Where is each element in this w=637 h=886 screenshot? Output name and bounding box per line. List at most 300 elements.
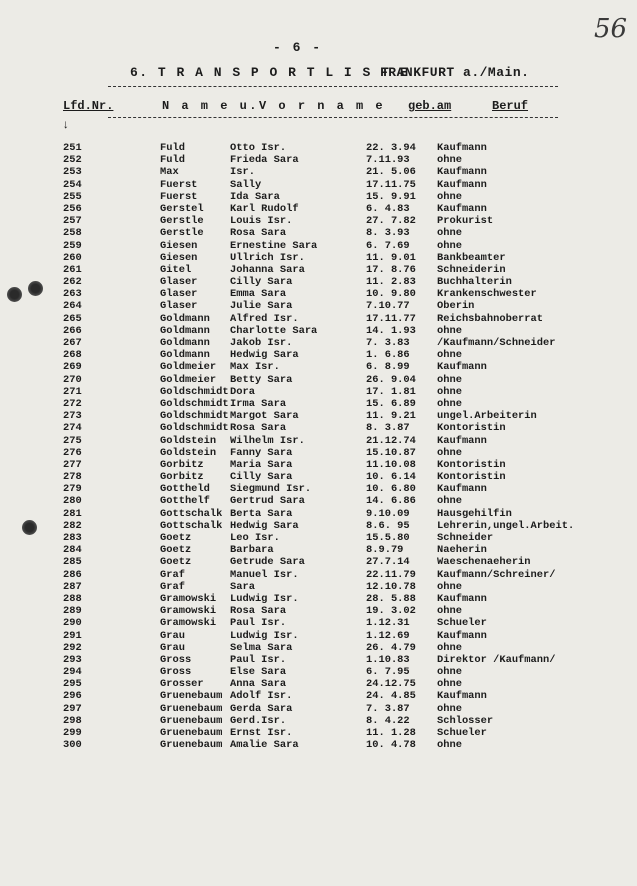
entry-birth-date: 14. 6.86	[366, 495, 416, 508]
entry-number: 286	[63, 568, 82, 581]
entry-birth-date: 6. 7.95	[366, 666, 410, 679]
entry-number: 282	[63, 519, 82, 532]
entry-birth-date: 17.11.77	[366, 312, 416, 325]
title-city: FRANKFURT a./Main.	[380, 65, 530, 80]
entry-given-name: Gertrud Sara	[230, 495, 305, 508]
entry-birth-date: 11. 9.01	[366, 251, 416, 264]
entry-occupation: ohne	[437, 397, 462, 410]
entry-surname: Fuld	[160, 142, 185, 154]
entry-given-name: Cilly Sara	[230, 276, 293, 289]
entry-occupation: Kaufmann	[437, 142, 487, 154]
entry-number: 258	[63, 227, 82, 240]
header-born: geb.am	[408, 99, 452, 113]
entry-birth-date: 7.11.93	[366, 154, 410, 167]
list-item	[0, 459, 637, 471]
entry-given-name: Irma Sara	[230, 397, 287, 410]
list-item	[0, 508, 637, 520]
entry-occupation: Kaufmann	[437, 592, 487, 605]
list-item	[0, 227, 637, 239]
entry-given-name: Max Isr.	[230, 361, 280, 374]
entry-surname: Gorbitz	[160, 471, 204, 484]
list-item	[0, 386, 637, 398]
arrow-down-icon: ↓	[62, 118, 70, 132]
entry-birth-date: 10. 6.80	[366, 483, 416, 496]
entry-given-name: Isr.	[230, 166, 255, 179]
list-item	[0, 276, 637, 288]
list-item	[0, 520, 637, 532]
entry-surname: Gruenebaum	[160, 739, 223, 752]
entry-birth-date: 9.10.09	[366, 507, 410, 520]
entry-number: 291	[63, 629, 82, 642]
entry-surname: Goldmann	[160, 349, 210, 362]
transport-list	[0, 142, 637, 751]
entry-birth-date: 8.6. 95	[366, 519, 410, 532]
entry-given-name: Alfred Isr.	[230, 312, 299, 325]
entry-occupation: ohne	[437, 605, 462, 618]
entry-surname: Gottschalk	[160, 519, 223, 532]
entry-number: 273	[63, 410, 82, 423]
entry-given-name: Hedwig Sara	[230, 349, 299, 362]
entry-birth-date: 26. 4.79	[366, 641, 416, 654]
entry-occupation: Reichsbahnoberrat	[437, 312, 544, 325]
entry-given-name: Jakob Isr.	[230, 337, 293, 349]
entry-number: 268	[63, 349, 82, 362]
entry-birth-date: 1.12.31	[366, 617, 410, 630]
entry-occupation: Naeherin	[437, 544, 487, 557]
entry-number: 261	[63, 263, 82, 276]
entry-surname: Goldmann	[160, 324, 210, 337]
title-text: 6. T R A N S P O R T L I S T E	[130, 65, 410, 80]
entry-surname: Goldstein	[160, 434, 217, 447]
entry-number: 289	[63, 605, 82, 618]
list-item	[0, 690, 637, 702]
entry-surname: Glaser	[160, 300, 198, 313]
entry-number: 290	[63, 617, 82, 630]
divider	[108, 117, 558, 118]
entry-occupation: Lehrerin,ungel.Arbeit.	[437, 519, 575, 532]
entry-surname: Fuerst	[160, 178, 198, 191]
list-item	[0, 495, 637, 507]
entry-birth-date: 17. 1.81	[366, 385, 416, 398]
divider	[108, 86, 558, 87]
entry-surname: Gross	[160, 653, 192, 666]
entry-occupation: ohne	[437, 495, 462, 508]
entry-occupation: ohne	[437, 373, 462, 386]
entry-occupation: Schlosser	[437, 714, 494, 727]
entry-occupation: ohne	[437, 580, 462, 593]
entry-birth-date: 17.11.75	[366, 178, 416, 191]
entry-number: 251	[63, 142, 82, 154]
entry-number: 298	[63, 714, 82, 727]
entry-number: 288	[63, 592, 82, 605]
entry-surname: Goldstein	[160, 446, 217, 459]
entry-given-name: Dora	[230, 385, 255, 398]
entry-occupation: Krankenschwester	[437, 288, 537, 301]
entry-surname: Goldmeier	[160, 373, 217, 386]
entry-surname: Gruenebaum	[160, 702, 223, 715]
entry-occupation: Oberin	[437, 300, 475, 313]
entry-birth-date: 8. 4.22	[366, 714, 410, 727]
entry-birth-date: 22. 3.94	[366, 142, 416, 154]
list-item	[0, 191, 637, 203]
entry-occupation: Hausgehilfin	[437, 507, 512, 520]
entry-given-name: Ullrich Isr.	[230, 251, 305, 264]
entry-number: 262	[63, 276, 82, 289]
entry-surname: Goldschmidt	[160, 410, 229, 423]
list-item	[0, 203, 637, 215]
entry-number: 294	[63, 666, 82, 679]
entry-number: 271	[63, 385, 82, 398]
entry-number: 270	[63, 373, 82, 386]
entry-occupation: Kaufmann	[437, 178, 487, 191]
entry-birth-date: 21.12.74	[366, 434, 416, 447]
list-item	[0, 471, 637, 483]
entry-number: 280	[63, 495, 82, 508]
entry-birth-date: 10. 4.78	[366, 739, 416, 752]
entry-occupation: Kaufmann	[437, 483, 487, 496]
list-item	[0, 483, 637, 495]
entry-birth-date: 1. 6.86	[366, 349, 410, 362]
entry-given-name: Gerda Sara	[230, 702, 293, 715]
entry-occupation: Buchhalterin	[437, 276, 512, 289]
entry-number: 259	[63, 239, 82, 252]
list-item	[0, 154, 637, 166]
entry-occupation: Kaufmann	[437, 202, 487, 215]
entry-occupation: ohne	[437, 154, 462, 167]
entry-number: 256	[63, 202, 82, 215]
entry-number: 293	[63, 653, 82, 666]
entry-occupation: Kaufmann/Schreiner/	[437, 568, 556, 581]
entry-number: 267	[63, 337, 82, 349]
entry-occupation: Kaufmann	[437, 434, 487, 447]
entry-birth-date: 6. 7.69	[366, 239, 410, 252]
page-number: - 6 -	[273, 40, 323, 55]
entry-birth-date: 8. 3.87	[366, 422, 410, 435]
entry-given-name: Otto Isr.	[230, 142, 287, 154]
entry-occupation: ohne	[437, 349, 462, 362]
entry-given-name: Ernst Isr.	[230, 727, 293, 739]
entry-number: 297	[63, 702, 82, 715]
entry-surname: Gruenebaum	[160, 690, 223, 703]
entry-birth-date: 14. 1.93	[366, 324, 416, 337]
entry-birth-date: 28. 5.88	[366, 592, 416, 605]
entry-given-name: Rosa Sara	[230, 227, 287, 240]
entry-surname: Gramowski	[160, 592, 217, 605]
entry-number: 252	[63, 154, 82, 167]
entry-given-name: Selma Sara	[230, 641, 293, 654]
entry-occupation: Kontoristin	[437, 471, 506, 484]
entry-surname: Gerstel	[160, 202, 204, 215]
entry-number: 263	[63, 288, 82, 301]
entry-given-name: Berta Sara	[230, 507, 293, 520]
entry-surname: Graf	[160, 568, 185, 581]
entry-occupation: Waeschenaeherin	[437, 556, 531, 569]
column-headers	[0, 99, 637, 115]
entry-birth-date: 24.12.75	[366, 678, 416, 691]
entry-birth-date: 6. 4.83	[366, 202, 410, 215]
list-item	[0, 581, 637, 593]
entry-surname: Goldschmidt	[160, 385, 229, 398]
entry-surname: Gerstle	[160, 215, 204, 228]
list-item	[0, 544, 637, 556]
entry-number: 255	[63, 190, 82, 203]
entry-birth-date: 24. 4.85	[366, 690, 416, 703]
entry-given-name: Getrude Sara	[230, 556, 305, 569]
entry-surname: Giesen	[160, 251, 198, 264]
entry-surname: Grau	[160, 629, 185, 642]
entry-occupation: ohne	[437, 641, 462, 654]
list-item	[0, 569, 637, 581]
entry-surname: Glaser	[160, 276, 198, 289]
entry-birth-date: 10. 9.80	[366, 288, 416, 301]
entry-number: 285	[63, 556, 82, 569]
entry-given-name: Else Sara	[230, 666, 287, 679]
entry-birth-date: 10. 6.14	[366, 471, 416, 484]
header-nr: Lfd.Nr.	[63, 99, 114, 113]
entry-occupation: ohne	[437, 239, 462, 252]
list-item	[0, 325, 637, 337]
entry-given-name: Charlotte Sara	[230, 324, 318, 337]
list-item	[0, 678, 637, 690]
entry-birth-date: 11. 1.28	[366, 727, 416, 739]
entry-number: 265	[63, 312, 82, 325]
list-item	[0, 361, 637, 373]
entry-occupation: Prokurist	[437, 215, 494, 228]
entry-number: 279	[63, 483, 82, 496]
entry-occupation: /Kaufmann/Schneider	[437, 337, 556, 349]
entry-birth-date: 8. 3.93	[366, 227, 410, 240]
list-item	[0, 666, 637, 678]
entry-number: 292	[63, 641, 82, 654]
entry-occupation: Schneider	[437, 532, 494, 544]
entry-occupation: ohne	[437, 739, 462, 752]
list-item	[0, 337, 637, 349]
entry-occupation: Schueler	[437, 727, 487, 739]
list-item	[0, 654, 637, 666]
entry-number: 295	[63, 678, 82, 691]
entry-occupation: ungel.Arbeiterin	[437, 410, 537, 423]
list-item	[0, 435, 637, 447]
header-occupation: Beruf	[492, 99, 529, 113]
entry-birth-date: 7. 3.87	[366, 702, 410, 715]
entry-occupation: Kaufmann	[437, 629, 487, 642]
entry-surname: Glaser	[160, 288, 198, 301]
entry-occupation: ohne	[437, 190, 462, 203]
entry-surname: Gross	[160, 666, 192, 679]
entry-occupation: Kaufmann	[437, 166, 487, 179]
entry-occupation: Direktor /Kaufmann/	[437, 653, 556, 666]
entry-number: 299	[63, 727, 82, 739]
list-item	[0, 179, 637, 191]
entry-surname: Gotthelf	[160, 495, 210, 508]
list-item	[0, 605, 637, 617]
entry-given-name: Betty Sara	[230, 373, 293, 386]
entry-birth-date: 7.10.77	[366, 300, 410, 313]
entry-birth-date: 15. 6.89	[366, 397, 416, 410]
entry-given-name: Gerd.Isr.	[230, 714, 287, 727]
entry-surname: Goldschmidt	[160, 397, 229, 410]
entry-occupation: Kontoristin	[437, 458, 506, 471]
entry-birth-date: 8.9.79	[366, 544, 404, 557]
entry-number: 253	[63, 166, 82, 179]
handwritten-page-mark: 56	[594, 14, 628, 44]
entry-surname: Gruenebaum	[160, 727, 223, 739]
list-item	[0, 264, 637, 276]
entry-surname: Goldmann	[160, 312, 210, 325]
list-item	[0, 642, 637, 654]
entry-occupation: Bankbeamter	[437, 251, 506, 264]
entry-surname: Max	[160, 166, 179, 179]
entry-birth-date: 11. 9.21	[366, 410, 416, 423]
entry-occupation: Kaufmann	[437, 690, 487, 703]
entry-birth-date: 21. 5.06	[366, 166, 416, 179]
entry-number: 274	[63, 422, 82, 435]
entry-number: 277	[63, 458, 82, 471]
entry-surname: Graf	[160, 580, 185, 593]
entry-number: 278	[63, 471, 82, 484]
entry-given-name: Amalie Sara	[230, 739, 299, 752]
list-item	[0, 398, 637, 410]
entry-given-name: Maria Sara	[230, 458, 293, 471]
entry-surname: Gruenebaum	[160, 714, 223, 727]
entry-occupation: Schneiderin	[437, 263, 506, 276]
entry-given-name: Manuel Isr.	[230, 568, 299, 581]
entry-given-name: Rosa Sara	[230, 605, 287, 618]
list-item	[0, 313, 637, 325]
list-item	[0, 556, 637, 568]
entry-surname: Fuerst	[160, 190, 198, 203]
list-item	[0, 703, 637, 715]
entry-given-name: Leo Isr.	[230, 532, 280, 544]
entry-surname: Goetz	[160, 544, 192, 557]
entry-surname: Gottschalk	[160, 507, 223, 520]
document-title	[130, 65, 530, 80]
entry-birth-date: 15.5.80	[366, 532, 410, 544]
entry-surname: Gottheld	[160, 483, 210, 496]
entry-occupation: ohne	[437, 446, 462, 459]
entry-given-name: Karl Rudolf	[230, 202, 299, 215]
entry-birth-date: 1.10.83	[366, 653, 410, 666]
entry-given-name: Adolf Isr.	[230, 690, 293, 703]
entry-surname: Gerstle	[160, 227, 204, 240]
entry-occupation: ohne	[437, 678, 462, 691]
entry-surname: Giesen	[160, 239, 198, 252]
entry-given-name: Louis Isr.	[230, 215, 293, 228]
entry-number: 264	[63, 300, 82, 313]
entry-occupation: Schueler	[437, 617, 487, 630]
list-item	[0, 240, 637, 252]
entry-number: 287	[63, 580, 82, 593]
entry-number: 276	[63, 446, 82, 459]
list-item	[0, 593, 637, 605]
entry-birth-date: 26. 9.04	[366, 373, 416, 386]
entry-occupation: ohne	[437, 702, 462, 715]
entry-occupation: ohne	[437, 666, 462, 679]
list-item	[0, 739, 637, 751]
entry-birth-date: 6. 8.99	[366, 361, 410, 374]
entry-number: 284	[63, 544, 82, 557]
entry-surname: Gramowski	[160, 617, 217, 630]
entry-surname: Goldmann	[160, 337, 210, 349]
entry-given-name: Ida Sara	[230, 190, 280, 203]
entry-birth-date: 17. 8.76	[366, 263, 416, 276]
entry-given-name: Ludwig Isr.	[230, 629, 299, 642]
entry-given-name: Sally	[230, 178, 262, 191]
entry-surname: Goetz	[160, 532, 192, 544]
list-item	[0, 215, 637, 227]
entry-surname: Gorbitz	[160, 458, 204, 471]
entry-given-name: Siegmund Isr.	[230, 483, 312, 496]
entry-given-name: Rosa Sara	[230, 422, 287, 435]
entry-number: 266	[63, 324, 82, 337]
entry-surname: Fuld	[160, 154, 185, 167]
entry-surname: Grosser	[160, 678, 204, 691]
list-item	[0, 374, 637, 386]
entry-given-name: Emma Sara	[230, 288, 287, 301]
entry-surname: Goldschmidt	[160, 422, 229, 435]
entry-birth-date: 27. 7.82	[366, 215, 416, 228]
entry-number: 254	[63, 178, 82, 191]
entry-given-name: Margot Sara	[230, 410, 299, 423]
list-item	[0, 617, 637, 629]
entry-surname: Goldmeier	[160, 361, 217, 374]
entry-number: 296	[63, 690, 82, 703]
entry-number: 275	[63, 434, 82, 447]
list-item	[0, 422, 637, 434]
list-item	[0, 447, 637, 459]
list-item	[0, 142, 637, 154]
entry-given-name: Frieda Sara	[230, 154, 299, 167]
entry-occupation: ohne	[437, 385, 462, 398]
entry-birth-date: 19. 3.02	[366, 605, 416, 618]
entry-given-name: Ernestine Sara	[230, 239, 318, 252]
list-item	[0, 288, 637, 300]
list-item	[0, 300, 637, 312]
entry-birth-date: 27.7.14	[366, 556, 410, 569]
entry-birth-date: 7. 3.83	[366, 337, 410, 349]
entry-number: 260	[63, 251, 82, 264]
entry-given-name: Cilly Sara	[230, 471, 293, 484]
entry-number: 281	[63, 507, 82, 520]
entry-birth-date: 1.12.69	[366, 629, 410, 642]
entry-surname: Grau	[160, 641, 185, 654]
entry-given-name: Hedwig Sara	[230, 519, 299, 532]
list-item	[0, 252, 637, 264]
list-item	[0, 166, 637, 178]
entry-occupation: ohne	[437, 324, 462, 337]
entry-given-name: Paul Isr.	[230, 617, 287, 630]
entry-birth-date: 15. 9.91	[366, 190, 416, 203]
entry-given-name: Paul Isr.	[230, 653, 287, 666]
entry-given-name: Ludwig Isr.	[230, 592, 299, 605]
header-name: N a m e u.V o r n a m e	[162, 99, 386, 113]
entry-number: 283	[63, 532, 82, 544]
entry-birth-date: 15.10.87	[366, 446, 416, 459]
entry-birth-date: 11.10.08	[366, 458, 416, 471]
list-item	[0, 630, 637, 642]
entry-surname: Gramowski	[160, 605, 217, 618]
entry-number: 269	[63, 361, 82, 374]
entry-surname: Gitel	[160, 263, 192, 276]
list-item	[0, 727, 637, 739]
entry-given-name: Barbara	[230, 544, 274, 557]
entry-given-name: Fanny Sara	[230, 446, 293, 459]
list-item	[0, 532, 637, 544]
list-item	[0, 349, 637, 361]
entry-given-name: Julie Sara	[230, 300, 293, 313]
entry-surname: Goetz	[160, 556, 192, 569]
entry-given-name: Wilhelm Isr.	[230, 434, 305, 447]
